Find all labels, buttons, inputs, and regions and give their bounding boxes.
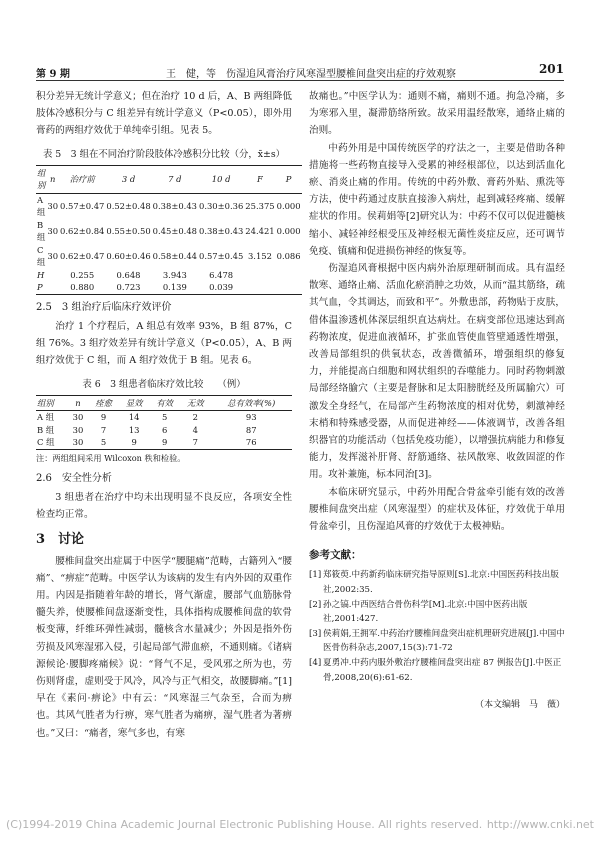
table-cell: 30 [47,226,59,237]
reference-item [309,598,565,627]
reference-number: [4] [309,658,322,669]
table-cell: 30 [47,201,59,212]
table-header-cell: 3 d [105,165,151,193]
table-cell: 0.58±0.44 [152,251,197,262]
table-cell: 0.52±0.48 [106,201,151,212]
table-header-cell: 组别 [36,395,68,411]
table5-title: 表 5 3 组在不同治疗阶段肢体冷感积分比较（分，x̄±s） [42,148,286,160]
section-3-heading: 3 讨论 [36,532,85,548]
reference-text: 郑筱萸.中药新药临床研究指导原则[S].北京:中国医药科技出版社,2002:35. [323,570,559,596]
table-cell: 87 [245,424,257,435]
table-cell: 0.648 [116,269,141,280]
table-header-cell: 7 d [152,165,198,193]
safety-paragraph: 3 组患者在治疗中均未出现明显不良反应，各项安全性检查均正常。 [36,492,292,521]
table-cell: 0.723 [105,281,151,294]
table-header-cell: 总有效率(%) [211,395,292,411]
table-cell: 0.000 [276,201,301,212]
table-cell: 0.000 [276,226,301,237]
table-cell: A 组 [37,412,55,423]
table-cell: 2 [192,412,198,423]
table-cell: 0.38±0.43 [152,201,197,212]
table-cell: 0.57±0.47 [60,201,105,212]
table6-title: 表 6 3 组患者临床疗效比较 （例） [82,378,246,390]
table-cell [244,281,275,294]
table6 [36,395,292,450]
reference-item [309,568,565,597]
left-column [36,88,301,742]
issue-number: 第 9 期 [36,69,70,80]
reference-number: [3] [309,628,322,639]
section-2-5-heading: 2.5 3 组治疗后临床疗效评价 [36,301,172,313]
section-2-6-heading: 2.6 安全性分析 [36,472,112,484]
table-header-cell: 有效 [149,395,180,411]
right-column [309,88,565,714]
table-cell: 6.478 [209,269,234,280]
table-cell: 4 [192,424,198,435]
table-cell [46,281,59,294]
table-cell: 30 [47,251,59,262]
table-cell: 13 [128,424,140,435]
table-cell: 0.38±0.43 [198,226,244,237]
running-header [36,62,564,81]
table-cell: 5 [162,412,168,423]
table-cell: 0.57±0.45 [198,251,244,262]
table-cell: C 组 [36,436,68,449]
table-cell: 0.45±0.48 [152,226,197,237]
table-cell: 6 [162,424,168,435]
table-header-cell: P [276,165,302,193]
reference-text: 孙之镐.中西医结合骨伤科学[M].北京:中国中医药出版社,2001:427. [323,599,528,625]
running-title: 王 健，等 伤湿追风膏治疗风寒湿型腰椎间盘突出症的疗效观察 [166,69,456,80]
references-list [309,568,565,685]
table-cell: 25.375 [245,201,275,212]
footer [6,818,594,831]
table-cell: H [37,269,45,280]
table-header-cell: 组别 [36,165,46,193]
table-cell: 30 [72,412,84,423]
table-cell: 14 [128,412,140,423]
table-cell: 0.62±0.84 [60,226,105,237]
table-header-cell: 显效 [119,395,150,411]
table-cell: 0.255 [70,269,95,280]
table-cell [244,269,275,282]
table-cell: 30 [68,436,89,449]
table-cell: B 组 [37,424,55,435]
table-cell: A 组 [37,194,46,218]
table-row [36,219,302,244]
reference-number: [1] [309,570,322,581]
table-cell: 24.421 [245,226,275,237]
table-cell: 3.943 [162,269,187,280]
table-cell: 5 [88,436,119,449]
table-cell: B 组 [37,219,46,243]
table-cell: 9 [119,436,150,449]
table-cell [276,281,302,294]
table-cell: 9 [149,436,180,449]
table-cell: 0.880 [59,281,105,294]
table-header-cell: n [68,395,89,411]
reference-number: [2] [309,599,322,610]
table-row [36,411,292,424]
table-cell: 0.039 [198,281,244,294]
discussion-paragraph-1-cont: 故痛也。”中医学认为：通则不痛，痛则不通。拘急冷痛，多为寒邪入里，凝滞筋络所致。故采用温经散寒，通络止痛的治则。 [309,91,565,137]
table-cell [276,269,302,282]
reference-text: 夏勇冲.中药内服外敷治疗腰椎间盘突出症 87 例报告[J].中医正骨,2008,20(6):61-62. [323,658,562,683]
table-cell: 9 [100,412,107,423]
page-number: 201 [538,62,564,76]
table-cell: 0.139 [152,281,198,294]
table-header-cell: 痊愈 [88,395,119,411]
footer-url: http://www.cnki.net [486,818,594,831]
table-cell: 7 [100,424,107,435]
table-cell: C 组 [37,244,46,268]
table-row [36,244,302,269]
reference-item [309,656,565,685]
results-paragraph-efficacy: 治疗 1 个疗程后，A 组总有效率 93%，B 组 87%，C 组 76%。3 组疗效差异有统计学意义（P<0.05），A、B 两组疗效优于 C 组，而 A 组疗效优于 B 组。见表 6。 [36,321,292,367]
table-header-cell: 治疗前 [59,165,105,193]
table-cell [46,269,59,282]
table5 [36,165,302,295]
table-header-cell: 10 d [198,165,244,193]
table-row [36,281,302,294]
table-cell: 0.62±0.47 [60,251,105,262]
table-cell: 0.55±0.50 [106,226,151,237]
reference-text: 侯莉娟,王拥军.中药治疗腰椎间盘突出症机理研究进展[J].中国中医骨伤科杂志,2007,15(3):71-72 [323,628,565,654]
discussion-paragraph-2: 中药外用是中国传统医学的疗法之一，主要是借助各种措施将一些药物直接导入受累的神经根部位，以达到活血化瘀、消炎止痛的作用。传统的中药外敷、膏药外贴、熏洗等方法，使中药通过皮肤直接渗入病灶，起到减轻疼痛、缓解症状的作用。侯莉娟等[2]研究认为：中药不仅可以促进髓核缩小、减轻神经根受压及神经根无菌性炎症反应，还可调节免疫、镇痛和促进损伤神经的恢复等。 [309,142,565,257]
table-cell: 76 [211,436,292,449]
table-header-cell: 无效 [180,395,211,411]
table-cell: 3.152 [247,251,272,262]
copyright-notice: (C)1994-2019 China Academic Journal Electronic Publishing House. All rights reserved. [6,818,483,831]
table-header-cell: F [244,165,275,193]
table-header-cell: n [46,165,59,193]
table-cell: P [36,281,46,294]
references-title: 参考文献： [309,549,362,562]
table-cell: 0.30±0.36 [198,201,244,212]
table6-note: 注：两组组间采用 Wilcoxon 秩和检验。 [36,452,186,463]
discussion-paragraph-1: 腰椎间盘突出症属于中医学“腰腿痛”范畴，古籍列入“腰痛”、“痹症”范畴。中医学认为该病的发生有内外因的双重作用。内因是指随着年龄的增长，肾气渐虚，腰部气血筋脉骨髓失养，使腰椎间盘逐渐变性，具体指构成腰椎间盘的软骨板变薄，纤维环弹性减弱，髓核含水量减少；外因是指外伤劳损及风寒湿邪入侵，引起局部气滞血瘀，不通则痛。《诸病源候论·腰脚疼痛候》说：“肾气不足，受风邪之所为也，劳伤则肾虚，虚则受于风冷，风冷与正气相交，故腰脚痛。”[1]早在《素问·痹论》中有云：“风寒湿三气杂至，合而为痹也。其风气胜者为行痹，寒气胜者为痛痹，湿气胜者为著痹也。”又曰：“痛者，寒气多也，有寒 [36,555,292,739]
discussion-paragraph-3: 伤湿追风膏根据中医内病外治原理研制而成。具有温经散寒、通络止痛、活血化瘀消肿之功效，从而“温其筋络，疏其气血，令其调达，而致和平”。外敷患部，药物贴于皮肤，借体温渗透机体深层组织直达病灶。在病变部位迅速达到高药物浓度，促进血液循环，扩张血管使血管壁通透性增强，改善局部组织的供氧状态，改善微循环，增强组织的修复力，并能提高白细胞和网状组织的吞噬能力。同时药物刺激局部经络腧穴（主要是督脉和足太阳膀胱经及所属腧穴）可激发全身经气，在局部产生药物浓度的相对优势，刺激神经末梢和特殊感受器，从而促进神经——体液调节，改善各组织器官的功能活动（包括免疫功能），以增强抗病能力和修复能力，发挥滋补肝肾、舒筋通络、祛风散寒、收敛固涩的作用。攻补兼施，标本同治[3]。 [309,263,565,481]
discussion-paragraph-4: 本临床研究显示，中药外用配合骨盆牵引能有效的改善腰椎间盘突出症（风寒湿型）的症状及体征，疗效优于单用骨盆牵引，且伤湿追风膏的疗效优于太极神贴。 [309,486,565,533]
table-row [36,269,302,282]
table-cell: 7 [180,436,211,449]
reference-item [309,627,565,656]
table-row [36,436,292,449]
table-cell: 93 [245,412,257,423]
table-row [36,193,302,219]
results-paragraph-cold: 积分差异无统计学意义；但在治疗 10 d 后，A、B 两组降低肢体冷感积分与 C 组差异有统计学意义（P<0.05），即外用膏药的两组疗效优于单纯牵引组。见表 5。 [36,91,292,137]
editor-note: （本文编辑 马 薇） [474,700,565,711]
table-cell: 30 [72,424,84,435]
table-row [36,424,292,437]
table-cell: 0.086 [276,251,301,262]
table-cell: 0.60±0.46 [106,251,151,262]
